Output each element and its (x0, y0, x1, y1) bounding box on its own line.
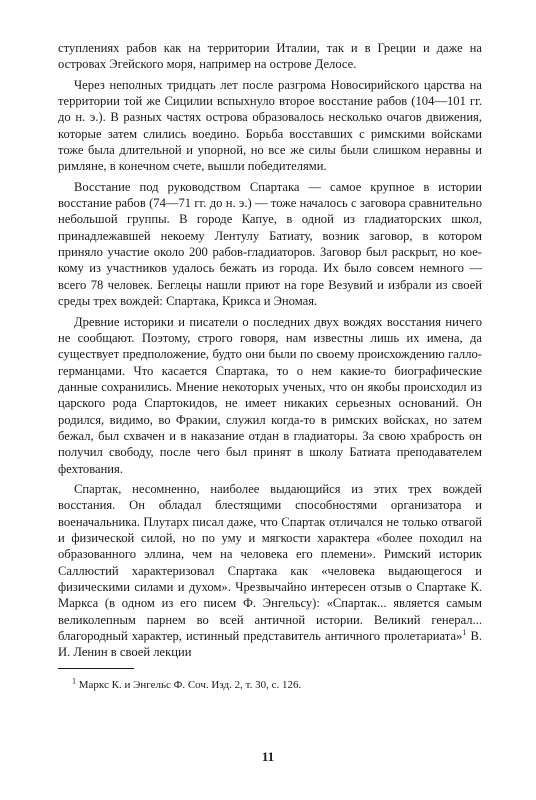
footnote-marker: 1 (72, 676, 76, 686)
paragraph-5-text: Спартак, несомненно, наиболее выдающийся из этих трех вождей восстания. Он обладал блестящими способностями организатора и военачальника. Плутарх писал даже, что Спартак отличался не только отвагой и физической силой, но по уму и мягкости характера «более походил на образованного эллина, чем на человека его племени». Римский историк Саллюстий характеризовал Спартака как «человека выдающегося и физическими силами и духом». Чрезвычайно интересен отзыв о Спартаке К. Маркса (в одном из его писем Ф. Энгельсу): «Спартак... является самым великолепным парнем во всей античной истории. Великий генерал... благородный характер, истинный представитель античного пролетариата» (58, 481, 482, 644)
paragraph-4: Древние историки и писатели о последних двух вождях восстания ничего не сообщают. Поэтому, строго говоря, нам известны лишь их имена, да существует предположение, будто они были по своему происхождению галло-германцами. Что касается Спартака, то о нем какие-то биографические данные сохранились. Мнение некоторых ученых, что он якобы происходил из царского рода Спартокидов, не имеет никаких серьезных оснований. Он родился, видимо, во Фракии, служил когда-то в римских войсках, но затем бежал, был схвачен и в наказание отдан в гладиаторы. За свою храбрость он получил свободу, после чего был принят в школу Батиата преподавателем фехтования. (58, 314, 482, 476)
paragraph-5-tail: В. И. Ленин в своей лекции (58, 629, 483, 660)
page-body (58, 40, 482, 692)
paragraph-3: Восстание под руководством Спартака — самое крупное в истории восстание рабов (74—71 гг. до н. э.) — тоже началось с заговора сравнительно небольшой группы. В городе Капуе, в одной из гладиаторских школ, принадлежавшей некоему Лентулу Батиату, возник заговор, в котором приняло участие около 200 рабов-гладиаторов. Заговор был раскрыт, но кое-кому из участников удалось бежать из города. Их было совсем немного — всего 78 человек. Беглецы нашли приют на горе Везувий и избрали из своей среды трех вождей: Спартака, Крикса и Эномая. (58, 179, 482, 309)
paragraph-2: Через неполных тридцать лет после разгрома Новосирийского царства на территории той же Сицилии вспыхнуло второе восстание рабов (104—101 гг. до н. э.). В разных частях острова образовалось несколько очагов движения, которые затем слились воедино. Борьба восставших с римскими войсками тоже была длительной и упорной, но все же силы были слишком неравны и римляне, в конечном счете, вышли победителями. (58, 77, 482, 174)
page-number: 11 (261, 749, 275, 764)
footnote-reference[interactable]: 1 (462, 627, 467, 637)
paragraph-5 (58, 481, 482, 661)
footnote-text: Маркс К. и Энгельс Ф. Соч. Изд. 2, т. 30, с. 126. (78, 678, 302, 691)
footnote-divider (58, 668, 134, 669)
footnote (72, 678, 482, 692)
paragraph-1: ступлениях рабов как на территории Италии, так и в Греции и даже на островах Эгейского моря, например на острове Делосе. (58, 41, 482, 72)
